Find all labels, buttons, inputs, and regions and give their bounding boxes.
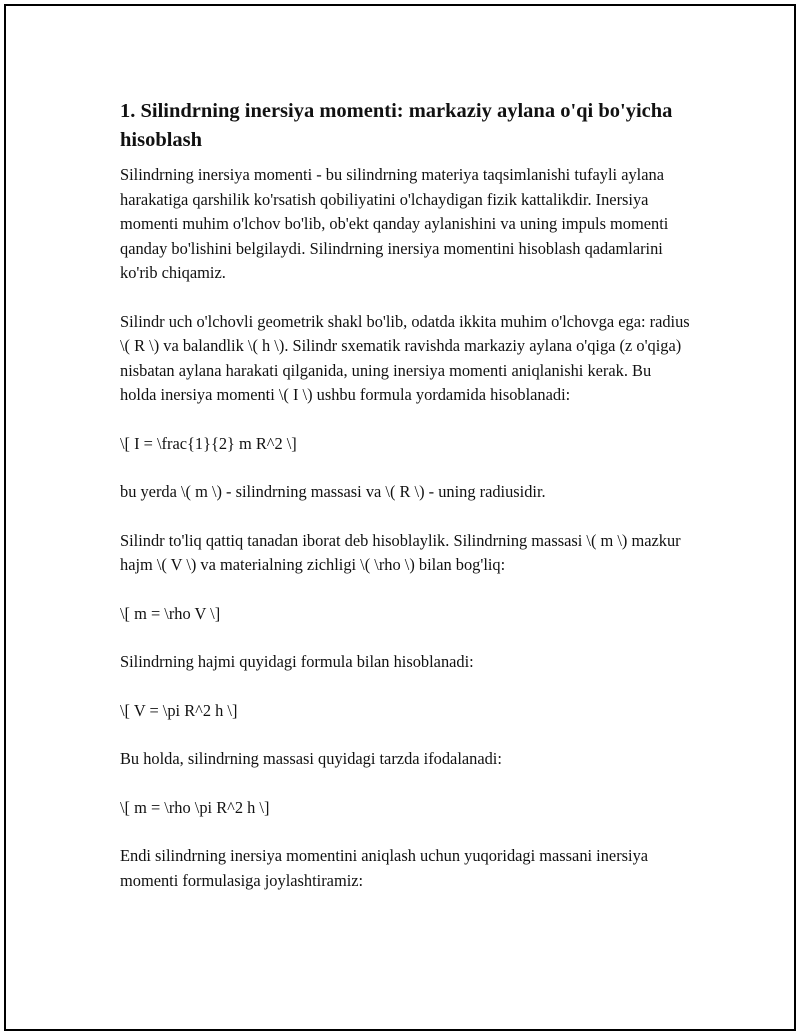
paragraph-mass-intro: Bu holda, silindrning massasi quyidagi tarzda ifodalanadi:: [120, 749, 502, 768]
paragraph-substitution: Endi silindrning inersiya momentini aniqlash uchun yuqoridagi massani inersiya momenti formulasiga joylashtiramiz:: [120, 846, 649, 890]
paragraph-cylinder-dimensions: Silindr uch o'lchovli geometrik shakl bo'lib, odatda ikkita muhim o'lchovga ega: radius \( R \) va balandlik \( h \). Silindr sxematik ravishda markaziy aylana o'qiga (z o'qiga) nisbatan aylana harakati qilganida, uning inersiya momenti aniqlanishi kerak. Bu holda inersiya momenti \( I \) ushbu formula yordamida hisoblanadi:: [120, 311, 690, 404]
paragraph-variables: bu yerda \( m \) - silindrning massasi va \( R \) - uning radiusidir.: [120, 482, 546, 501]
formula-mass-expanded: \[ m = \rho \pi R^2 h \]: [120, 797, 270, 817]
paragraph-intro: Silindrning inersiya momenti - bu silindrning materiya taqsimlanishi tufayli aylana harakatiga qarshilik ko'rsatish qobiliyatini o'lchaydigan fizik kattalikdir. Inersiya momenti muhim o'lchov bo'lib, ob'ekt qanday aylanishini va uning impuls momenti qanday bo'lishini belgilaydi. Silindrning inersiya momentini hisoblash qadamlarini ko'rib chiqamiz.: [120, 165, 669, 282]
formula-mass: \[ m = \rho V \]: [120, 603, 221, 623]
formula-inertia: \[ I = \frac{1}{2} m R^2 \]: [120, 433, 297, 453]
paragraph-mass-density: Silindr to'liq qattiq tanadan iborat deb hisoblaylik. Silindrning massasi \( m \) mazkur hajm \( V \) va materialning zichligi \( \rho \) bilan bog'liq:: [120, 530, 681, 574]
document-page: [4, 4, 796, 1031]
formula-volume: \[ V = \pi R^2 h \]: [120, 700, 238, 720]
section-title: 1. Silindrning inersiya momenti: markaziy aylana o'qi bo'yicha hisoblash: [120, 100, 673, 151]
paragraph-volume-intro: Silindrning hajmi quyidagi formula bilan hisoblanadi:: [120, 652, 474, 671]
document-content: [120, 97, 690, 917]
